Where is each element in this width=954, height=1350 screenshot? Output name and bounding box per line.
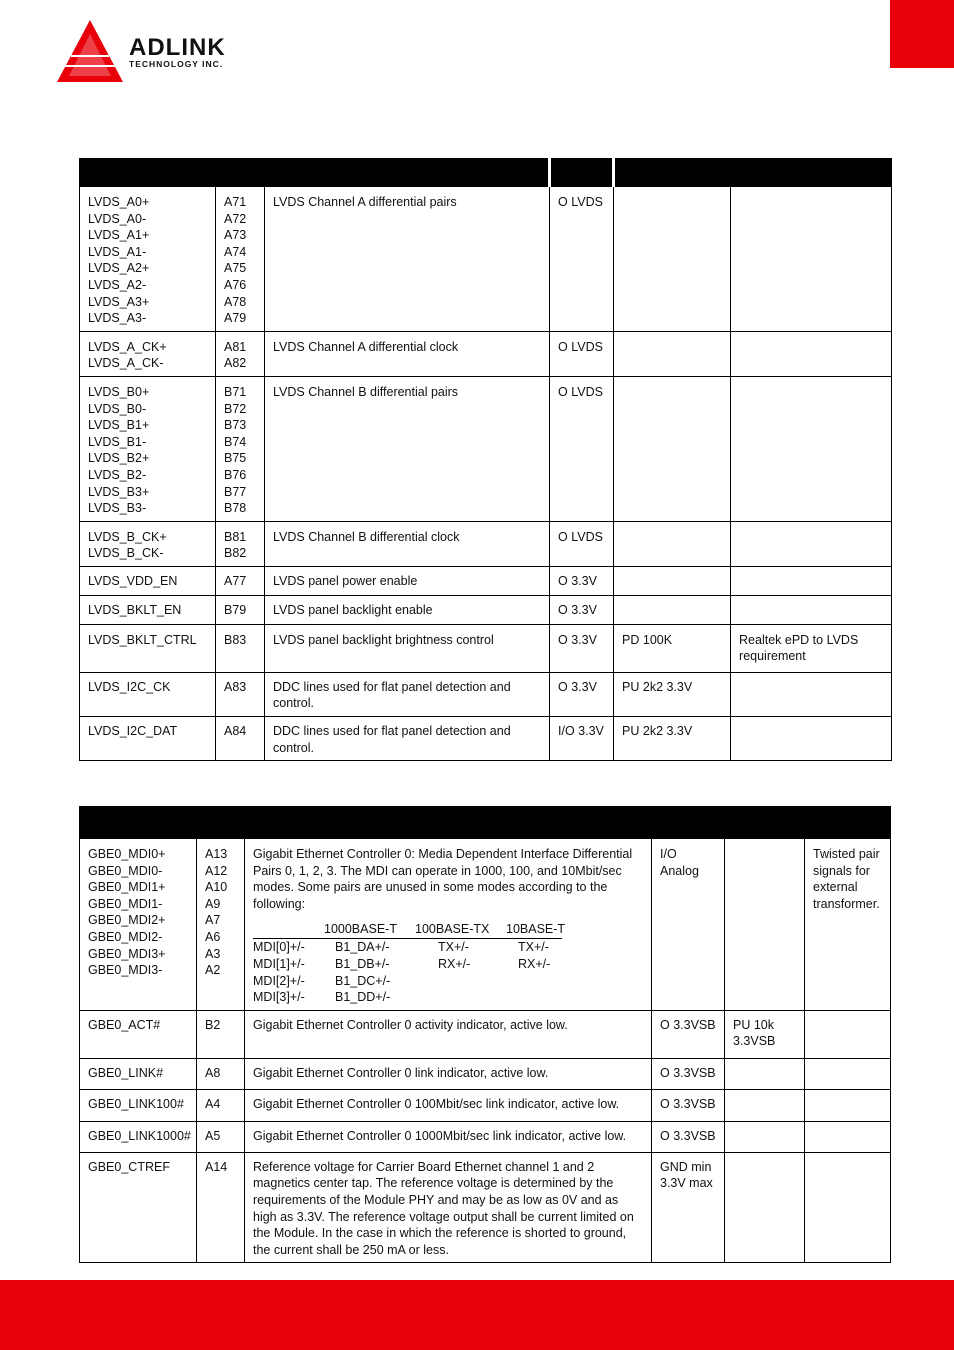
gbe-signal-table [79, 806, 891, 1263]
io-text: O 3.3VSB [660, 1065, 716, 1080]
io-text: O 3.3VSB [660, 1017, 716, 1032]
comment-cell [805, 1010, 891, 1058]
description-text: DDC lines used for flat panel detection and control. [273, 679, 511, 711]
table-row [80, 521, 892, 566]
pin-number: B77 [224, 484, 247, 499]
mode-header: 1000BASE-T [324, 922, 397, 937]
description-cell [265, 672, 550, 716]
signal-name: LVDS_B_CK- [88, 546, 164, 561]
description-cell [265, 187, 550, 332]
pin-number: A77 [224, 573, 247, 588]
description-text: Gigabit Ethernet Controller 0 1000Mbit/sec link indicator, active low. [253, 1128, 627, 1143]
signal-name: LVDS_I2C_CK [88, 679, 171, 694]
comment-cell [731, 521, 892, 566]
page-corner-tab [890, 0, 954, 68]
mode-cell: MDI[3]+/- [253, 990, 305, 1005]
signal-name: LVDS_B_CK+ [88, 529, 167, 544]
description-cell [245, 839, 652, 1011]
description-cell [245, 1089, 652, 1121]
description-text: LVDS Channel B differential clock [273, 529, 460, 544]
pin-cell [197, 839, 245, 1011]
io-text: O 3.3VSB [660, 1128, 716, 1143]
signal-cell [80, 1152, 197, 1263]
pin-cell [197, 1010, 245, 1058]
mode-cell: B1_DC+/- [335, 973, 391, 988]
signal-name: GBE0_MDI0- [88, 863, 163, 878]
signal-cell [80, 595, 216, 624]
io-cell [652, 1121, 725, 1152]
mode-cell: RX+/- [518, 956, 551, 971]
signal-name: GBE0_MDI3- [88, 963, 163, 978]
pu-pd-text: PD 100K [622, 632, 673, 647]
pin-cell [197, 1152, 245, 1263]
table-row [80, 566, 892, 595]
pin-number: A14 [205, 1159, 228, 1174]
mode-table [253, 921, 643, 1005]
signal-name: LVDS_B0- [88, 401, 147, 416]
signal-cell [80, 187, 216, 332]
comment-cell [805, 1058, 891, 1089]
table-row [80, 624, 892, 672]
io-text: GND min 3.3V max [660, 1159, 713, 1191]
comment-cell [805, 1089, 891, 1121]
pu-pd-cell [614, 624, 731, 672]
pu-pd-cell [725, 1152, 805, 1263]
table-row [80, 595, 892, 624]
io-cell [550, 331, 614, 376]
mode-header: 10BASE-T [506, 922, 566, 937]
pin-number: A7 [205, 913, 221, 928]
pin-number: A10 [205, 880, 228, 895]
comment-cell [731, 624, 892, 672]
signal-name: LVDS_A1- [88, 244, 147, 259]
pin-number: A6 [205, 929, 221, 944]
signal-cell [80, 672, 216, 716]
signal-cell [80, 1089, 197, 1121]
signal-name: GBE0_MDI3+ [88, 946, 166, 961]
pin-number: B76 [224, 467, 247, 482]
pu-pd-cell [614, 566, 731, 595]
table-row [80, 376, 892, 521]
signal-name: GBE0_MDI0+ [88, 847, 166, 861]
comment-cell [731, 595, 892, 624]
pin-number: B71 [224, 384, 247, 399]
comment-text: Realtek ePD to LVDS requirement [739, 632, 859, 664]
io-cell [550, 566, 614, 595]
description-text: LVDS panel backlight enable [273, 602, 433, 617]
table-row [80, 1089, 891, 1121]
io-cell [652, 1152, 725, 1263]
pu-pd-cell [614, 672, 731, 716]
pin-number: A74 [224, 244, 247, 259]
pu-pd-cell [614, 376, 731, 521]
description-text: Gigabit Ethernet Controller 0 100Mbit/sec link indicator, active low. [253, 1096, 620, 1111]
io-cell [652, 839, 725, 1011]
pu-pd-cell [614, 595, 731, 624]
table-row [80, 672, 892, 716]
io-text: O 3.3V [558, 602, 597, 617]
pin-cell [216, 624, 265, 672]
signal-name: LVDS_BKLT_EN [88, 602, 182, 617]
pin-number: B2 [205, 1017, 221, 1032]
description-cell [265, 566, 550, 595]
pin-cell [216, 331, 265, 376]
comment-cell [731, 331, 892, 376]
pin-number: A2 [205, 963, 221, 978]
description-text: Reference voltage for Carrier Board Ethernet channel 1 and 2 magnetics center tap. The reference voltage is determined by the requirements of the Module PHY and may be as low as 0V and as high as 3.3V. The reference voltage output shall be current limited on the Module. In the case in which the reference is shorted to ground, the current shall be 250 mA or less. [253, 1159, 634, 1257]
io-cell [652, 1089, 725, 1121]
description-text: LVDS Channel B differential pairs [273, 384, 459, 399]
pin-cell [216, 376, 265, 521]
pin-number: B81 [224, 529, 247, 544]
mode-cell: B1_DD+/- [335, 990, 391, 1005]
signal-cell [80, 839, 197, 1011]
description-cell [265, 717, 550, 761]
mode-cell: B1_DB+/- [335, 956, 390, 971]
mode-cell: MDI[0]+/- [253, 940, 305, 955]
description-cell [265, 331, 550, 376]
signal-name: GBE0_LINK100# [88, 1096, 184, 1111]
signal-name: LVDS_A3+ [88, 294, 150, 309]
signal-name: LVDS_B3- [88, 501, 147, 516]
footer-bar [0, 1280, 954, 1350]
io-cell [550, 672, 614, 716]
pin-number: A83 [224, 679, 247, 694]
signal-name: LVDS_B1- [88, 434, 147, 449]
pu-pd-cell [725, 1010, 805, 1058]
mode-table-row [253, 989, 643, 1006]
pin-cell [216, 595, 265, 624]
pin-number: B78 [224, 501, 247, 516]
description-cell [265, 376, 550, 521]
io-text: O LVDS [558, 339, 603, 354]
mode-cell: TX+/- [518, 940, 549, 955]
io-text: O LVDS [558, 195, 603, 209]
pin-number: A84 [224, 724, 247, 739]
description-text: LVDS panel backlight brightness control [273, 632, 494, 647]
signal-name: LVDS_VDD_EN [88, 573, 178, 588]
table-row [80, 839, 891, 1011]
comment-cell [731, 717, 892, 761]
description-text: LVDS Channel A differential pairs [273, 195, 457, 209]
description-text: LVDS panel power enable [273, 573, 418, 588]
pu-pd-cell [614, 717, 731, 761]
mode-table-row [253, 973, 643, 990]
io-text: O 3.3VSB [660, 1096, 716, 1111]
pin-cell [216, 717, 265, 761]
logo-triangle-icon [57, 20, 123, 84]
pin-cell [216, 187, 265, 332]
pin-number: A3 [205, 946, 221, 961]
signal-name: LVDS_A_CK+ [88, 339, 167, 354]
comment-text: Twisted pair signals for external transformer. [813, 847, 880, 911]
io-cell [652, 1058, 725, 1089]
comment-cell [731, 376, 892, 521]
io-text: O 3.3V [558, 632, 597, 647]
pu-pd-cell [614, 521, 731, 566]
company-logo [57, 20, 269, 84]
mode-cell: MDI[2]+/- [253, 973, 305, 988]
pin-cell [197, 1121, 245, 1152]
io-text: I/O Analog [660, 847, 699, 878]
signal-name: LVDS_A0+ [88, 195, 150, 209]
mode-cell: RX+/- [438, 956, 471, 971]
logo-text: ADLINK [129, 34, 226, 61]
signal-cell [80, 566, 216, 595]
io-text: O 3.3V [558, 573, 597, 588]
table-row [80, 1121, 891, 1152]
comment-cell [731, 566, 892, 595]
mode-table-header [253, 921, 566, 939]
pin-number: A8 [205, 1065, 221, 1080]
io-cell [652, 1010, 725, 1058]
pu-pd-text: PU 10k 3.3VSB [733, 1017, 776, 1049]
pin-number: B83 [224, 632, 247, 647]
signal-name: GBE0_LINK1000# [88, 1128, 191, 1143]
table-row [80, 1010, 891, 1058]
pin-number: A72 [224, 211, 247, 226]
logo-subtext: TECHNOLOGY INC. [129, 59, 224, 69]
signal-cell [80, 1058, 197, 1089]
signal-cell [80, 521, 216, 566]
pin-number: A5 [205, 1128, 221, 1143]
signal-cell [80, 717, 216, 761]
lvds-signal-table [79, 158, 892, 761]
pin-number: A81 [224, 339, 247, 354]
table-header-row [80, 807, 891, 839]
pu-pd-cell [725, 1121, 805, 1152]
pin-cell [216, 672, 265, 716]
table-row [80, 331, 892, 376]
signal-cell [80, 1010, 197, 1058]
signal-name: LVDS_B2- [88, 467, 147, 482]
comment-cell [731, 187, 892, 332]
pin-number: A82 [224, 356, 247, 371]
signal-name: LVDS_A2+ [88, 261, 150, 276]
signal-name: LVDS_I2C_DAT [88, 724, 178, 739]
io-cell [550, 187, 614, 332]
io-cell [550, 521, 614, 566]
signal-name: LVDS_A_CK- [88, 356, 164, 371]
pin-number: A12 [205, 863, 228, 878]
signal-name: GBE0_MDI2+ [88, 913, 166, 928]
signal-cell [80, 624, 216, 672]
pin-number: A71 [224, 195, 247, 209]
io-cell [550, 376, 614, 521]
pin-number: A79 [224, 311, 247, 326]
io-cell [550, 595, 614, 624]
pin-cell [216, 521, 265, 566]
mode-cell: B1_DA+/- [335, 940, 390, 955]
pin-cell [197, 1058, 245, 1089]
description-text: Gigabit Ethernet Controller 0 activity indicator, active low. [253, 1017, 568, 1032]
signal-name: LVDS_A3- [88, 311, 147, 326]
signal-cell [80, 376, 216, 521]
description-cell [265, 624, 550, 672]
signal-name: GBE0_MDI1- [88, 896, 163, 911]
io-cell [550, 717, 614, 761]
description-text: Gigabit Ethernet Controller 0 link indicator, active low. [253, 1065, 549, 1080]
signal-name: GBE0_CTREF [88, 1159, 170, 1174]
table-row [80, 717, 892, 761]
pin-number: B73 [224, 418, 247, 433]
signal-cell [80, 331, 216, 376]
pin-number: A9 [205, 896, 221, 911]
pin-number: A75 [224, 261, 247, 276]
signal-name: LVDS_BKLT_CTRL [88, 632, 197, 647]
io-text: O LVDS [558, 529, 603, 544]
table-row [80, 187, 892, 332]
signal-name: LVDS_B0+ [88, 384, 150, 399]
table-header-row [80, 159, 892, 187]
description-cell [245, 1152, 652, 1263]
description-text: LVDS Channel A differential clock [273, 339, 459, 354]
signal-name: LVDS_B3+ [88, 484, 150, 499]
pin-number: A4 [205, 1096, 221, 1111]
io-text: O 3.3V [558, 679, 597, 694]
pu-pd-cell [614, 331, 731, 376]
pin-number: A78 [224, 294, 247, 309]
mode-table-row [253, 939, 643, 956]
signal-name: LVDS_A0- [88, 211, 147, 226]
pu-pd-cell [614, 187, 731, 332]
pin-cell [216, 566, 265, 595]
signal-name: GBE0_MDI1+ [88, 880, 166, 895]
signal-name: GBE0_LINK# [88, 1065, 164, 1080]
comment-cell [805, 1152, 891, 1263]
signal-name: LVDS_B2+ [88, 451, 150, 466]
mode-cell: TX+/- [438, 940, 469, 955]
pu-pd-text: PU 2k2 3.3V [622, 724, 693, 739]
comment-cell [805, 1121, 891, 1152]
signal-name: LVDS_A2- [88, 277, 147, 292]
description-cell [265, 595, 550, 624]
description-text: Gigabit Ethernet Controller 0: Media Dependent Interface Differential Pairs 0, 1, 2, 3. The MDI can operate in 1000, 100, and 10Mbit/sec modes. Some pairs are unused in some modes according to the following: [253, 847, 633, 911]
pu-pd-cell [725, 1058, 805, 1089]
description-cell [245, 1058, 652, 1089]
mode-table-row [253, 956, 643, 973]
description-cell [245, 1121, 652, 1152]
pu-pd-text: PU 2k2 3.3V [622, 679, 693, 694]
signal-name: LVDS_B1+ [88, 418, 150, 433]
pin-number: B75 [224, 451, 247, 466]
io-text: O LVDS [558, 384, 603, 399]
io-text: I/O 3.3V [558, 724, 604, 739]
pin-cell [197, 1089, 245, 1121]
pin-number: A76 [224, 277, 247, 292]
mode-header: 100BASE-TX [415, 922, 490, 937]
comment-cell [731, 672, 892, 716]
pin-number: B79 [224, 602, 247, 617]
description-cell [245, 1010, 652, 1058]
pu-pd-cell [725, 839, 805, 1011]
signal-name: LVDS_A1+ [88, 228, 150, 243]
pin-number: B72 [224, 401, 247, 416]
signal-name: GBE0_MDI2- [88, 929, 163, 944]
mode-cell: MDI[1]+/- [253, 956, 305, 971]
table-row [80, 1058, 891, 1089]
signal-name: GBE0_ACT# [88, 1017, 161, 1032]
description-text: DDC lines used for flat panel detection and control. [273, 724, 511, 755]
pin-number: B82 [224, 546, 247, 561]
pin-number: A73 [224, 228, 247, 243]
signal-cell [80, 1121, 197, 1152]
io-cell [550, 624, 614, 672]
pin-number: B74 [224, 434, 247, 449]
description-cell [265, 521, 550, 566]
pin-number: A13 [205, 847, 228, 861]
table-row [80, 1152, 891, 1263]
comment-cell [805, 839, 891, 1011]
pu-pd-cell [725, 1089, 805, 1121]
